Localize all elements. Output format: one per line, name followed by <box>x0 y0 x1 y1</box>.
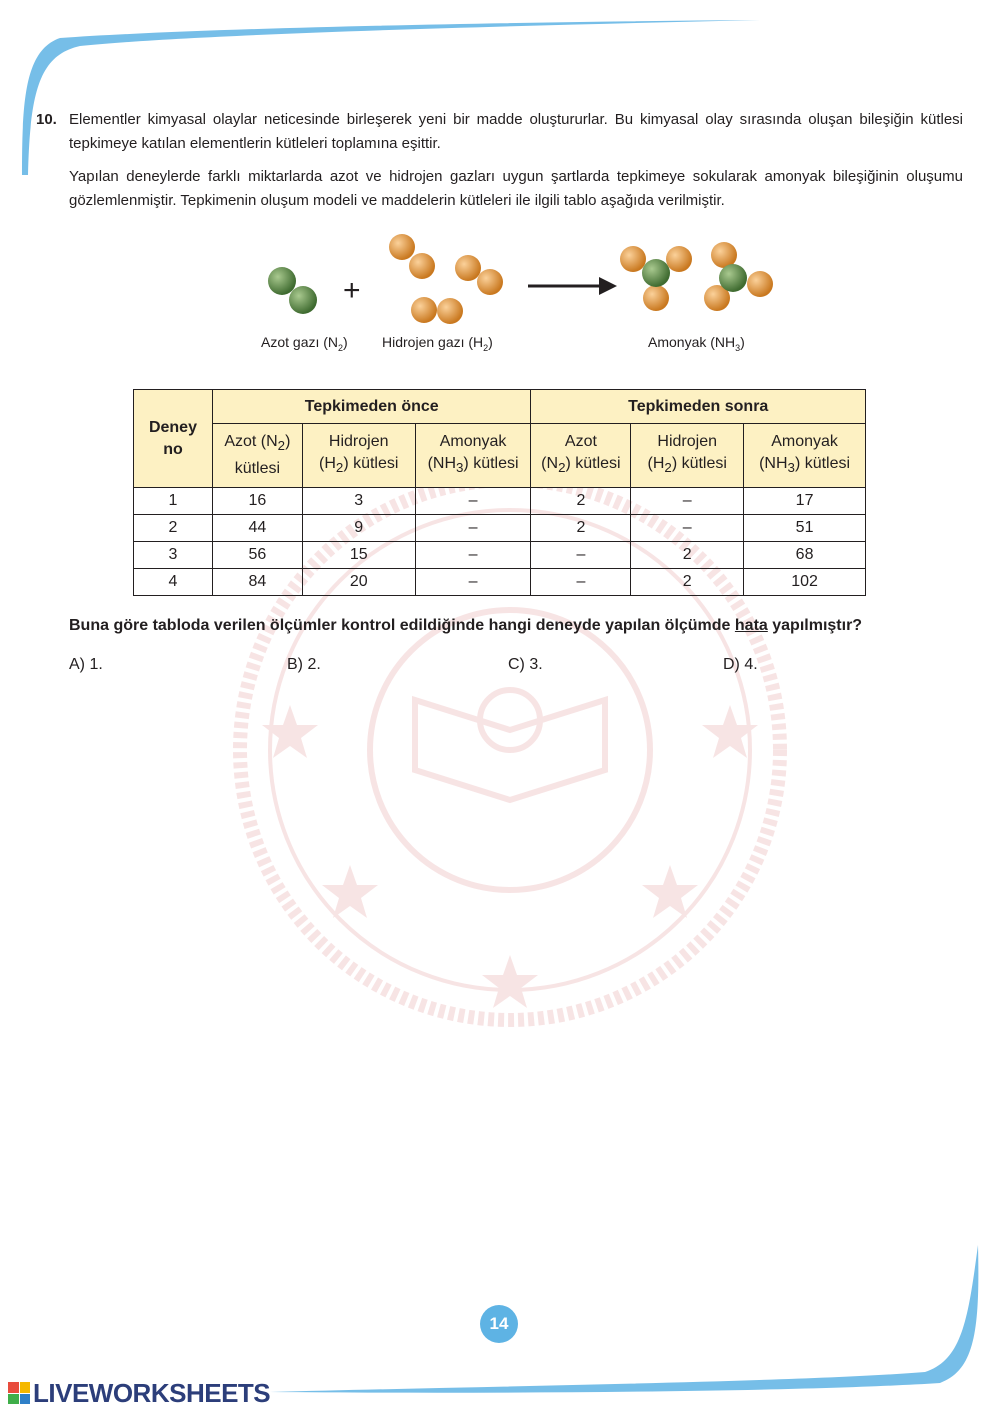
table-row <box>134 488 866 515</box>
table-cell: 2 <box>631 569 744 596</box>
table-cell: 17 <box>744 488 866 515</box>
table-cell: 3 <box>134 542 213 569</box>
table-row <box>134 515 866 542</box>
table-cell: – <box>415 515 531 542</box>
table-cell: 102 <box>744 569 866 596</box>
table-cell: 2 <box>134 515 213 542</box>
table-cell: – <box>415 569 531 596</box>
liveworksheets-brand <box>8 1378 270 1408</box>
table-row <box>134 542 866 569</box>
option-c[interactable]: C) 3. <box>508 656 543 673</box>
header-azot-after: Azot $(N_2)$ kütlesi <box>531 424 631 488</box>
label-nh3: Amonyak $(NH_3)$ <box>648 334 745 353</box>
table-cell: – <box>415 488 531 515</box>
table-cell: 9 <box>302 515 415 542</box>
option-b[interactable]: B) 2. <box>287 656 321 673</box>
table-cell: 3 <box>302 488 415 515</box>
table-cell: 20 <box>302 569 415 596</box>
header-deney-no: Deney no <box>134 390 213 488</box>
hydrogen-molecules <box>389 234 503 324</box>
question-number: 10. <box>36 111 57 128</box>
table-row <box>134 569 866 596</box>
table-cell: 2 <box>631 542 744 569</box>
header-group-after: Tepkimeden sonra <box>531 390 866 424</box>
label-h2: Hidrojen gazı $(H_2)$ <box>382 334 493 353</box>
brand-logo-icon <box>8 1382 30 1404</box>
header-hidrojen-after: Hidrojen $(H_2)$ kütlesi <box>631 424 744 488</box>
table-cell: 15 <box>302 542 415 569</box>
question-prompt: Buna göre tabloda verilen ölçümler kontrol edildiğinde hangi deneyde yapılan ölçümde hata yapılmıştır? <box>69 617 863 634</box>
table-cell: 84 <box>212 569 302 596</box>
nitrogen-molecule <box>268 267 317 314</box>
table-cell: 4 <box>134 569 213 596</box>
header-azot-before: Azot $(N_2)$ kütlesi <box>212 424 302 488</box>
table-cell: 68 <box>744 542 866 569</box>
table-cell: 56 <box>212 542 302 569</box>
header-amonyak-before: Amonyak $(NH_3)$ kütlesi <box>415 424 531 488</box>
table-cell: 2 <box>531 488 631 515</box>
header-amonyak-after: Amonyak $(NH_3)$ kütlesi <box>744 424 866 488</box>
table-cell: 44 <box>212 515 302 542</box>
ammonia-molecule-1 <box>620 246 692 311</box>
option-d[interactable]: D) 4. <box>723 656 758 673</box>
table-cell: – <box>631 488 744 515</box>
plus-sign: + <box>343 274 361 307</box>
header-group-before: Tepkimeden önce <box>212 390 531 424</box>
table-cell: 16 <box>212 488 302 515</box>
table-cell: 51 <box>744 515 866 542</box>
reaction-model-drawing <box>255 230 785 330</box>
table-cell: – <box>415 542 531 569</box>
table-cell: – <box>531 569 631 596</box>
page-number-badge: 14 <box>480 1305 518 1343</box>
mass-measurement-table <box>133 389 866 596</box>
table-cell: 1 <box>134 488 213 515</box>
label-n2: Azot gazı $(N_2)$ <box>261 334 348 353</box>
table-cell: – <box>631 515 744 542</box>
brand-text: LIVEWORKSHEETS <box>33 1377 271 1408</box>
option-a[interactable]: A) 1. <box>69 656 103 673</box>
header-hidrojen-before: Hidrojen $(H_2)$ kütlesi <box>302 424 415 488</box>
reaction-model-figure <box>255 230 785 360</box>
ammonia-molecule-2 <box>704 242 773 311</box>
question-paragraph-2: Yapılan deneylerde farklı miktarlarda azot ve hidrojen gazları uygun şartlarda tepkimeye sokularak amonyak bileşiğinin oluşumu gözlemlenmiştir. Tepkimenin oluşum modeli ve maddelerin kütleleri ile ilgili tablo aşağıda verilmiştir. <box>69 168 963 209</box>
question-paragraph-1: Elementler kimyasal olaylar neticesinde birleşerek yeni bir madde oluştururlar. Bu kimyasal olay sırasında oluşan bileşiğin kütlesi tepkimeye katılan elementlerin kütleleri toplamına eşittir. <box>69 111 963 152</box>
table-cell: – <box>531 542 631 569</box>
table-cell: 2 <box>531 515 631 542</box>
